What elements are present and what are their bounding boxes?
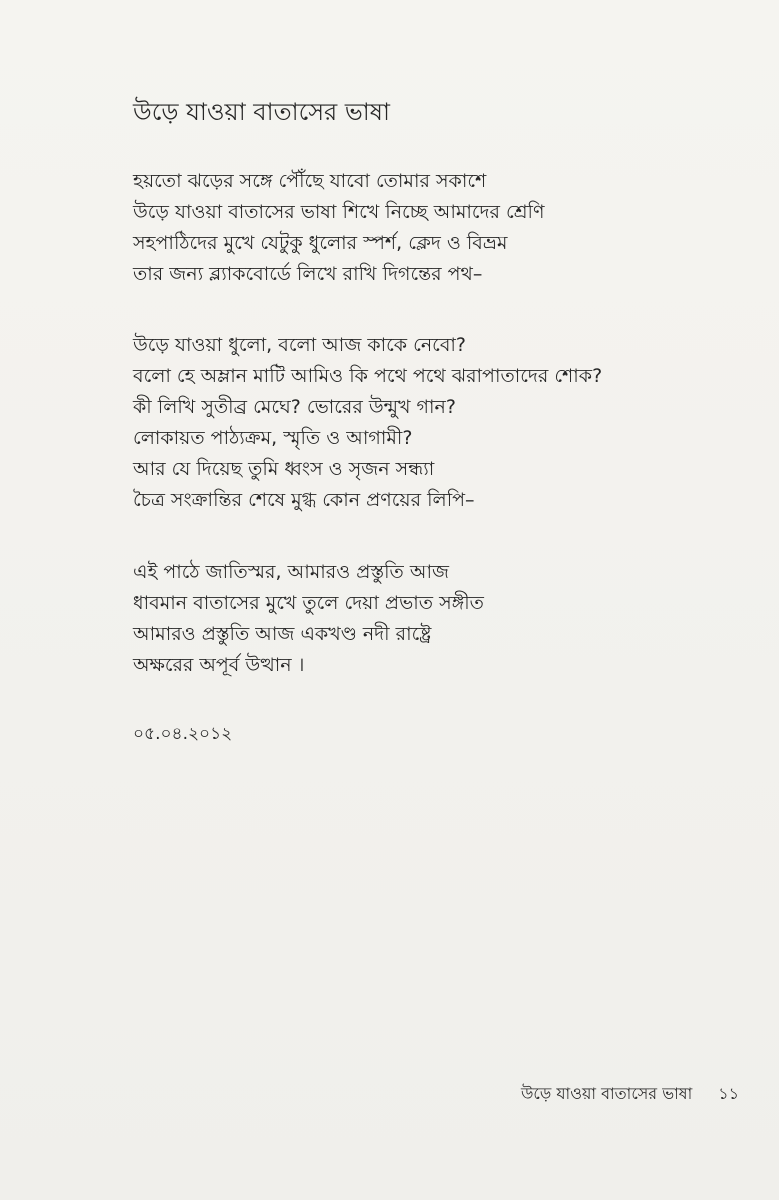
poem-line: এই পাঠে জাতিস্মর, আমারও প্রস্তুতি আজ [133,561,449,583]
page-footer [521,1083,739,1105]
poem-line: আমারও প্রস্তুতি আজ একখণ্ড নদী রাষ্ট্রে [133,623,432,645]
poem-line: চৈত্র সংক্রান্তির শেষে মুগ্ধ কোন প্রণয়ের লিপি– [133,489,475,511]
stanza-2 [133,330,602,516]
poem-line: উড়ে যাওয়া বাতাসের ভাষা শিখে নিচ্ছে আমাদের শ্রেণি [133,201,545,223]
poem-title: উড়ে যাওয়া বাতাসের ভাষা [133,98,390,126]
poem-line: তার জন্য ব্ল্যাকবোর্ডে লিখে রাখি দিগন্তের পথ– [133,263,483,285]
poem-line: উড়ে যাওয়া ধুলো, বলো আজ কাকে নেবো? [133,334,466,356]
poem-line: সহপাঠিদের মুখে যেটুকু ধুলোর স্পর্শ, ক্লেদ ও বিভ্রম [133,232,508,254]
poem-line: ধাবমান বাতাসের মুখে তুলে দেয়া প্রভাত সঙ্গীত [133,592,484,614]
poem-line: বলো হে অম্লান মাটি আমিও কি পথে পথে ঝরাপাতাদের শোক? [133,365,603,387]
stanza-3 [133,557,484,681]
poem-date: ০৫.০৪.২০১২ [133,724,233,744]
poem-line: লোকায়ত পাঠ্যক্রম, স্মৃতি ও আগামী? [133,427,413,449]
page-number: ১১ [718,1084,739,1103]
stanza-1 [133,166,544,290]
poem-line: হয়তো ঝড়ের সঙ্গে পৌঁছে যাবো তোমার সকাশে [133,170,487,192]
poem-line: আর যে দিয়েছ তুমি ধ্বংস ও সৃজন সন্ধ্যা [133,458,435,480]
poem-line: অক্ষরের অপূর্ব উত্থান । [133,654,305,676]
poem-line: কী লিখি সুতীব্র মেঘে? ভোরের উন্মুখ গান? [133,396,456,418]
running-title: উড়ে যাওয়া বাতাসের ভাষা [520,1084,693,1103]
